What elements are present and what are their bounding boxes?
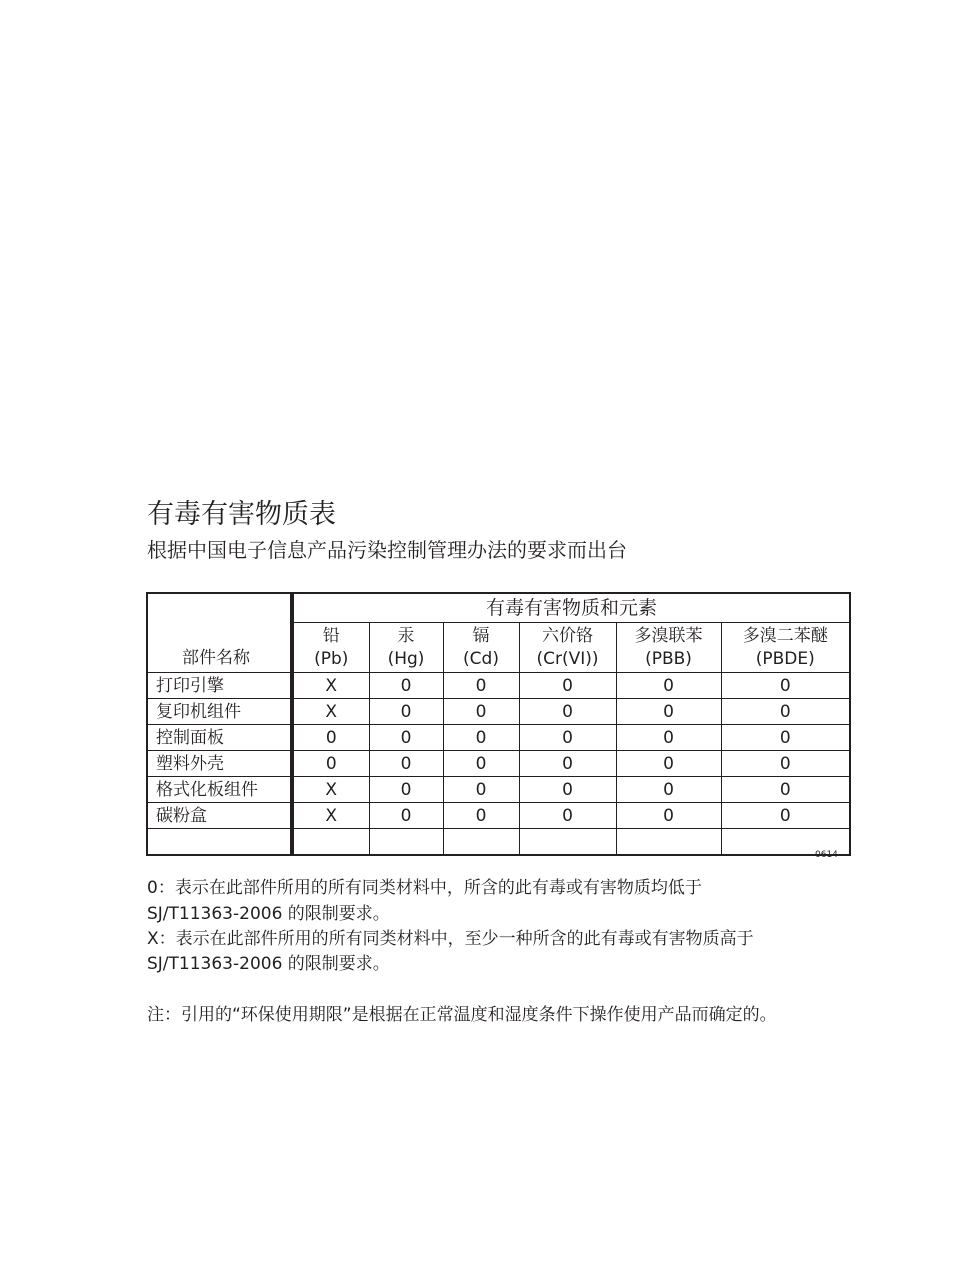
- substance-value-cell: X: [292, 673, 369, 699]
- column-header-pbde: 多溴二苯醚 (PBDE): [721, 623, 850, 673]
- substance-value-cell: 0: [519, 725, 616, 751]
- part-name-cell: 控制面板: [147, 725, 292, 751]
- substance-value-cell: 0: [369, 699, 443, 725]
- substance-value-cell: 0: [443, 751, 519, 777]
- note-zero-line2: SJ/T11363-2006 的限制要求。: [147, 904, 390, 924]
- table-row: [147, 777, 850, 803]
- document-code: 0614: [815, 850, 838, 860]
- part-name-cell: [147, 829, 292, 856]
- substance-value-cell: 0: [519, 699, 616, 725]
- substance-value-cell: 0: [443, 803, 519, 829]
- part-name-header: 部件名称: [147, 593, 292, 673]
- table-row: [147, 673, 850, 699]
- footnote: 注：引用的“环保使用期限”是根据在正常温度和湿度条件下操作使用产品而确定的。: [147, 1005, 777, 1025]
- table-row: [147, 829, 850, 856]
- page-title: 有毒有害物质表: [147, 499, 336, 530]
- substance-value-cell: 0: [721, 751, 850, 777]
- column-header-cd: 镉 (Cd): [443, 623, 519, 673]
- substance-value-cell: 0: [369, 751, 443, 777]
- page-subtitle: 根据中国电子信息产品污染控制管理办法的要求而出台: [147, 538, 627, 562]
- table-row: [147, 725, 850, 751]
- substance-value-cell: 0: [443, 725, 519, 751]
- part-name-cell: 复印机组件: [147, 699, 292, 725]
- substance-value-cell: 0: [721, 699, 850, 725]
- substance-value-cell: 0: [443, 777, 519, 803]
- substance-value-cell: 0: [519, 673, 616, 699]
- table-row: [147, 803, 850, 829]
- column-header-pb: 铅 (Pb): [292, 623, 369, 673]
- substance-value-cell: X: [292, 699, 369, 725]
- substance-value-cell: 0: [721, 803, 850, 829]
- column-header-cr6: 六价铬 (Cr(VI)): [519, 623, 616, 673]
- substance-value-cell: 0: [616, 725, 721, 751]
- substance-value-cell: 0: [369, 673, 443, 699]
- substance-value-cell: [443, 829, 519, 856]
- substance-value-cell: [519, 829, 616, 856]
- substance-value-cell: 0: [721, 673, 850, 699]
- substance-value-cell: 0: [519, 777, 616, 803]
- substance-value-cell: [369, 829, 443, 856]
- part-name-cell: 碳粉盒: [147, 803, 292, 829]
- column-header-hg: 汞 (Hg): [369, 623, 443, 673]
- substance-value-cell: [292, 829, 369, 856]
- column-header-pbb: 多溴联苯 (PBB): [616, 623, 721, 673]
- substance-value-cell: X: [292, 777, 369, 803]
- substance-value-cell: 0: [616, 803, 721, 829]
- substance-value-cell: 0: [292, 725, 369, 751]
- substance-value-cell: [616, 829, 721, 856]
- substance-value-cell: 0: [721, 777, 850, 803]
- note-zero-line1: 0：表示在此部件所用的所有同类材料中，所含的此有毒或有害物质均低于: [147, 878, 702, 898]
- substance-value-cell: X: [292, 803, 369, 829]
- part-name-cell: 格式化板组件: [147, 777, 292, 803]
- part-name-cell: 塑料外壳: [147, 751, 292, 777]
- substance-value-cell: 0: [721, 725, 850, 751]
- substance-value-cell: 0: [369, 803, 443, 829]
- part-name-cell: 打印引擎: [147, 673, 292, 699]
- table-body: [147, 673, 850, 856]
- substance-value-cell: 0: [443, 699, 519, 725]
- hazardous-substances-table: [146, 592, 851, 856]
- substance-value-cell: 0: [519, 803, 616, 829]
- substances-group-header: 有毒有害物质和元素: [292, 593, 850, 623]
- substance-value-cell: 0: [369, 725, 443, 751]
- table-row: [147, 699, 850, 725]
- substance-value-cell: 0: [369, 777, 443, 803]
- substance-value-cell: 0: [443, 673, 519, 699]
- substance-value-cell: 0: [616, 673, 721, 699]
- note-x-line1: X：表示在此部件所用的所有同类材料中，至少一种所含的此有毒或有害物质高于: [147, 929, 754, 949]
- substance-value-cell: 0: [616, 751, 721, 777]
- substance-value-cell: 0: [616, 699, 721, 725]
- table-header-row: [147, 593, 850, 623]
- note-x-line2: SJ/T11363-2006 的限制要求。: [147, 954, 390, 974]
- table-row: [147, 751, 850, 777]
- substance-value-cell: 0: [519, 751, 616, 777]
- substance-value-cell: 0: [292, 751, 369, 777]
- substance-value-cell: 0: [616, 777, 721, 803]
